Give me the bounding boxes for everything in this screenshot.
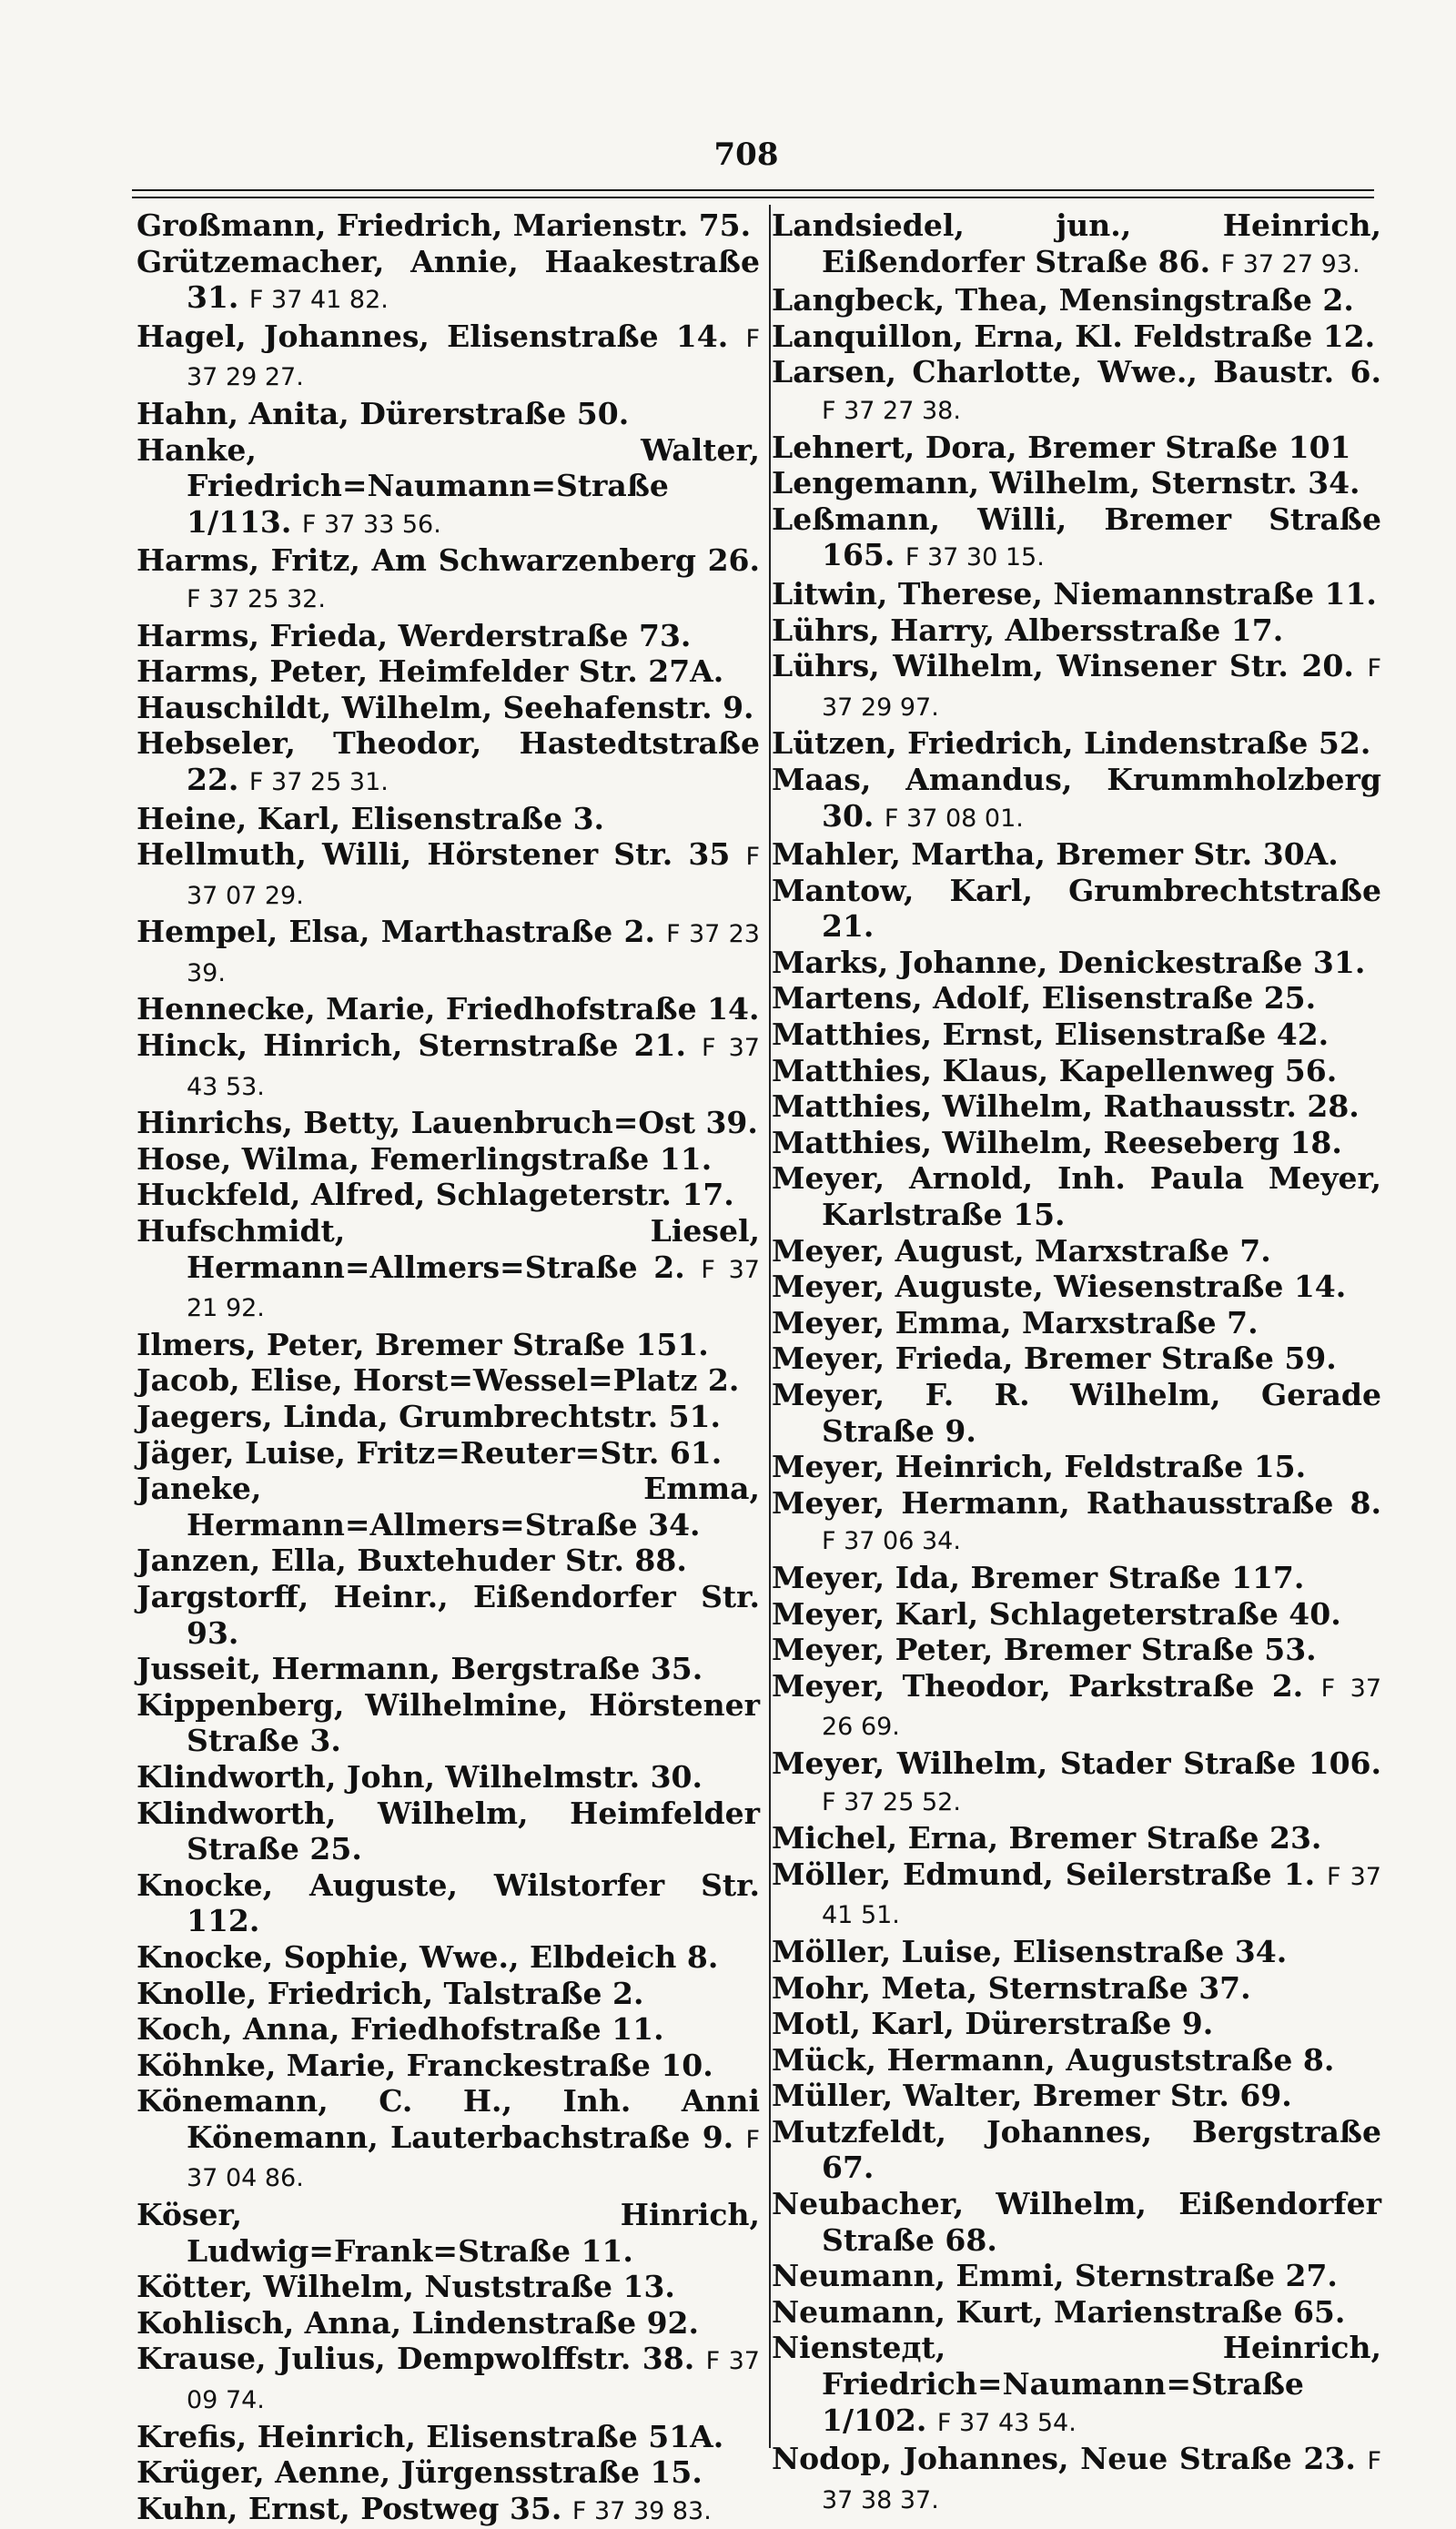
entry-phone: F 37 41 82. [248,286,389,315]
directory-entry [772,836,1381,873]
directory-entry [136,1543,760,1579]
entry-text: Kuhn, Ernst, Postweg 35. [136,2490,562,2526]
entry-text: Hinck, Hinrich, Sternstraße 21. [136,1027,686,1064]
entry-text: Hauschildt, Wilhelm, Seehafenstr. 9. [136,689,754,725]
entry-text: Hose, Wilma, Femerlingstraße 11. [136,1140,713,1177]
directory-entry [136,836,760,914]
entry-text: Jusseit, Hermann, Bergstraße 35. [136,1651,703,1687]
directory-entry [136,1939,760,1976]
entry-phone: F 37 09 74. [187,2347,760,2415]
directory-entry [136,2454,760,2491]
entry-text: Litwin, Therese, Niemannstraße 11. [772,575,1377,612]
entry-text: Motl, Karl, Dürerstraße 9. [772,2006,1214,2042]
entry-phone: F 37 30 15. [905,543,1045,572]
entry-text: Hagel, Johannes, Elisenstraße 14. [136,318,729,354]
directory-entry [772,1632,1381,1668]
directory-entry [772,2042,1381,2079]
directory-entry [772,1053,1381,1089]
entry-phone: F 37 23 39. [187,920,760,987]
directory-entry [772,2114,1381,2186]
directory-entry [136,1399,760,1435]
directory-entry [136,1759,760,1796]
entry-phone: F 37 07 29. [187,843,760,910]
directory-entry [772,945,1381,981]
directory-entry [136,1867,760,1939]
directory-entry [136,1027,760,1105]
entry-text: Möller, Edmund, Seilerstraße 1. [772,1856,1316,1892]
entry-text: Michel, Erna, Bremer Straße 23. [772,1820,1322,1856]
directory-entry [136,801,760,837]
entry-text: Jäger, Luise, Fritz=Reuter=Str. 61. [136,1434,723,1471]
directory-entry [136,1651,760,1687]
directory-entry [136,653,760,690]
entry-phone: F 37 33 56. [301,510,441,539]
entry-text: Matthies, Wilhelm, Rathausstr. 28. [772,1088,1360,1125]
entry-text: Larsen, Charlotte, Wwe., Baustr. 6. [772,354,1381,390]
directory-entry [136,1177,760,1213]
header-rule-bottom [132,197,1374,198]
entry-phone: F 37 27 38. [822,396,961,425]
directory-entry [772,762,1381,836]
entry-text: Marks, Johanne, Denickestraße 31. [772,944,1366,980]
entry-text: Jargstorff, Heinr., Eißendorfer Str. 93. [136,1578,760,1651]
entry-text: Hebseler, Theodor, Hastedtstraße 22. [136,725,760,797]
directory-entry [136,207,760,244]
entry-text: Mohr, Meta, Sternstraße 37. [772,1969,1251,2006]
directory-entry [136,1687,760,1759]
directory-entry [772,2006,1381,2042]
directory-entry [136,690,760,726]
entry-text: Hahn, Anita, Dürerstraße 50. [136,395,630,431]
entry-text: Meyer, Emma, Marxstraße 7. [772,1304,1259,1340]
directory-entry [136,1796,760,1867]
entry-text: Krause, Julius, Dempwolffstr. 38. [136,2341,695,2377]
entry-text: Krefis, Heinrich, Elisenstraße 51A. [136,2418,724,2454]
directory-entry [772,1820,1381,1856]
directory-entry [772,1340,1381,1377]
entry-text: Meyer, Wilhelm, Stader Straße 106. [772,1745,1381,1781]
directory-entry [772,1596,1381,1633]
entry-text: Matthies, Ernst, Elisenstraße 42. [772,1017,1330,1053]
directory-entry [772,2258,1381,2294]
entry-text: Hufschmidt, Liesel, Hermann=Allmers=Straße 2. [136,1213,760,1285]
entry-text: Janeke, Emma, Hermann=Allmers=Straße 34. [136,1471,760,1543]
entry-text: Leßmann, Willi, Bremer Straße 165. [772,501,1381,573]
entry-text: Mück, Hermann, Auguststraße 8. [772,2041,1335,2078]
directory-entry [136,2491,760,2529]
entry-text: Mantow, Karl, Grumbrechtstraße 21. [772,872,1381,945]
column-divider [769,205,771,2448]
entry-text: Grützemacher, Annie, Haakestraße 31. [136,243,760,316]
directory-entry [772,1269,1381,1305]
right-column [772,207,1381,2518]
directory-entry [136,244,760,319]
directory-entry [772,430,1381,466]
entry-text: Neumann, Kurt, Marienstraße 65. [772,2293,1346,2330]
entry-text: Lehnert, Dora, Bremer Straße 101 [772,429,1351,465]
entry-phone: F 37 39 83. [571,2496,712,2525]
entry-text: Könemann, C. H., Inh. Anni Könemann, Lauterbachstraße 9. [136,2083,760,2155]
entry-text: Lützen, Friedrich, Lindenstraße 52. [772,725,1371,762]
entry-text: Hinrichs, Betty, Lauenbruch=Ost 39. [136,1105,758,1141]
directory-entry [136,542,760,617]
entry-text: Kötter, Wilhelm, Nuststraße 13. [136,2269,675,2305]
directory-entry [772,465,1381,501]
directory-entry [136,1579,760,1651]
entry-text: Martens, Adolf, Elisenstraße 25. [772,980,1317,1017]
entry-text: Lengemann, Wilhelm, Sternstr. 34. [772,465,1360,501]
entry-text: Lanquillon, Erna, Kl. Feldstraße 12. [772,318,1376,354]
directory-entry [136,991,760,1027]
directory-entry [772,1745,1381,1820]
directory-entry [136,2197,760,2269]
page-number: 708 [713,137,779,173]
header-rule-top [132,189,1374,191]
directory-entry [772,2186,1381,2258]
entry-text: Köser, Hinrich, Ludwig=Frank=Straße 11. [136,2197,760,2269]
directory-entry [772,1560,1381,1596]
directory-entry [136,432,760,543]
entry-text: Hempel, Elsa, Marthastraße 2. [136,914,655,950]
directory-entry [772,648,1381,725]
left-column [136,207,760,2529]
entry-text: Meyer, Arnold, Inh. Paula Meyer, Karlstraße 15. [772,1160,1381,1233]
directory-entry [772,501,1381,576]
directory-entry [772,1668,1381,1745]
directory-entry [136,618,760,654]
directory-entry [772,282,1381,319]
entry-text: Koch, Anna, Friedhofstraße 11. [136,2011,664,2048]
directory-entry [772,725,1381,762]
entry-text: Kippenberg, Wilhelmine, Hörstener Straße 3. [136,1686,760,1759]
directory-entry [772,1449,1381,1485]
entry-phone: F 37 29 27. [187,324,760,392]
directory-entry [772,1856,1381,1934]
entry-text: Neubacher, Wilhelm, Eißendorfer Straße 68. [772,2186,1381,2258]
entry-text: Matthies, Klaus, Kapellenweg 56. [772,1052,1338,1088]
entry-phone: F 37 43 54. [936,2408,1077,2437]
entry-text: Nodop, Johannes, Neue Straße 23. [772,2441,1356,2477]
entry-text: Lührs, Wilhelm, Winsener Str. 20. [772,648,1354,684]
directory-entry [772,1160,1381,1232]
entry-text: Neumann, Emmi, Sternstraße 27. [772,2258,1338,2294]
directory-entry [772,2078,1381,2114]
directory-entry [136,1105,760,1141]
directory-entry [136,2305,760,2342]
entry-text: Knocke, Sophie, Wwe., Elbdeich 8. [136,1938,719,1975]
entry-phone: F 37 26 69. [822,1674,1381,1742]
entry-text: Knolle, Friedrich, Talstraße 2. [136,1975,644,2011]
entry-text: Harms, Frieda, Werderstraße 73. [136,617,692,653]
entry-phone: F 37 08 01. [884,804,1024,833]
directory-entry [136,2048,760,2084]
directory-entry [136,1213,760,1327]
directory-entry [772,1088,1381,1125]
directory-entry [772,1233,1381,1270]
entry-text: Harms, Peter, Heimfelder Str. 27A. [136,653,724,690]
entry-text: Harms, Fritz, Am Schwarzenberg 26. [136,542,760,579]
directory-entry [136,1327,760,1363]
directory-entry [772,1377,1381,1449]
entry-text: Hennecke, Marie, Friedhofstraße 14. [136,991,760,1027]
directory-entry [772,1017,1381,1053]
directory-entry [136,1976,760,2012]
directory-entry [772,1125,1381,1161]
directory-entry [772,576,1381,612]
entry-phone: F 37 27 93. [1220,249,1360,278]
entry-phone: F 37 21 92. [187,1255,760,1323]
directory-entry [772,319,1381,355]
entry-text: Knocke, Auguste, Wilstorfer Str. 112. [136,1866,760,1939]
entry-text: Meyer, Hermann, Rathausstraße 8. [772,1484,1381,1521]
entry-text: Meyer, Frieda, Bremer Straße 59. [772,1340,1337,1377]
entry-text: Meyer, Auguste, Wiesenstraße 14. [772,1269,1347,1305]
directory-entry [136,1141,760,1178]
entry-text: Meyer, Karl, Schlageterstraße 40. [772,1595,1341,1632]
directory-entry [136,319,760,396]
entry-text: Janzen, Ella, Buxtehuder Str. 88. [136,1543,687,1579]
directory-entry [772,2294,1381,2331]
entry-text: Heine, Karl, Elisenstraße 3. [136,800,605,836]
directory-entry [136,396,760,432]
directory-entry [136,1471,760,1543]
entry-text: Niensteдt, Heinrich, Friedrich=Naumann=Straße 1/102. [772,2330,1381,2438]
directory-entry [772,1485,1381,1560]
entry-text: Meyer, Peter, Bremer Straße 53. [772,1632,1317,1668]
entry-phone: F 37 29 97. [822,654,1381,722]
directory-entry [772,612,1381,649]
directory-entry [136,2011,760,2048]
directory-entry [772,354,1381,429]
directory-entry [772,980,1381,1017]
directory-entry [136,1362,760,1399]
directory-entry [772,1934,1381,1970]
entry-text: Maas, Amandus, Krummholzberg 30. [772,761,1381,834]
directory-entry [136,2083,760,2197]
entry-text: Klindworth, John, Wilhelmstr. 30. [136,1758,703,1795]
entry-text: Hanke, Walter, Friedrich=Naumann=Straße 1/113. [136,431,760,540]
entry-text: Krüger, Aenne, Jürgensstraße 15. [136,2454,703,2491]
entry-text: Huckfeld, Alfred, Schlageterstr. 17. [136,1177,734,1213]
entry-text: Mahler, Martha, Bremer Str. 30A. [772,836,1339,873]
entry-phone: F 37 41 51. [822,1862,1381,1930]
directory-entry [772,1305,1381,1341]
entry-phone: F 37 25 32. [187,584,326,613]
entry-text: Meyer, F. R. Wilhelm, Gerade Straße 9. [772,1377,1381,1449]
entry-text: Kohlisch, Anna, Lindenstraße 92. [136,2304,699,2341]
entry-text: Landsiedel, jun., Heinrich, Eißendorfer Straße 86. [772,207,1381,279]
directory-entry [136,2419,760,2455]
entry-text: Mutzfeldt, Johannes, Bergstraße 67. [772,2113,1381,2186]
entry-text: Großmann, Friedrich, Marienstr. 75. [136,207,752,243]
entry-phone: F 37 25 52. [822,1787,961,1816]
entry-text: Ilmers, Peter, Bremer Straße 151. [136,1326,709,1362]
directory-entry [136,914,760,991]
directory-entry [136,1435,760,1472]
entry-text: Meyer, Theodor, Parkstraße 2. [772,1667,1304,1704]
entry-text: Hellmuth, Willi, Hörstener Str. 35 [136,836,731,873]
entry-phone: F 37 43 53. [187,1034,760,1101]
entry-text: Müller, Walter, Bremer Str. 69. [772,2078,1292,2114]
entry-phone: F 37 25 31. [248,767,389,796]
entry-text: Langbeck, Thea, Mensingstraße 2. [772,282,1354,319]
entry-text: Meyer, Ida, Bremer Straße 117. [772,1559,1305,1595]
entry-phone: F 37 06 34. [822,1527,961,1556]
entry-text: Meyer, August, Marxstraße 7. [772,1232,1271,1269]
directory-entry [136,2269,760,2305]
directory-entry [772,207,1381,282]
directory-entry [772,873,1381,945]
entry-text: Jaegers, Linda, Grumbrechtstr. 51. [136,1399,722,1434]
directory-entry [772,1970,1381,2007]
entry-phone: F 37 04 86. [187,2125,760,2193]
directory-entry [772,2330,1381,2441]
entry-text: Jacob, Elise, Horst=Wessel=Platz 2. [136,1362,740,1399]
entry-text: Möller, Luise, Elisenstraße 34. [772,1933,1288,1969]
entry-text: Matthies, Wilhelm, Reeseberg 18. [772,1124,1342,1160]
directory-entry [136,725,760,800]
entry-text: Köhnke, Marie, Franckestraße 10. [136,2047,713,2083]
directory-entry [136,2341,760,2418]
entry-text: Klindworth, Wilhelm, Heimfelder Straße 25. [136,1795,760,1867]
entry-text: Meyer, Heinrich, Feldstraße 15. [772,1449,1307,1485]
entry-text: Lührs, Harry, Albersstraße 17. [772,612,1284,648]
entry-phone: F 37 38 37. [822,2447,1381,2514]
